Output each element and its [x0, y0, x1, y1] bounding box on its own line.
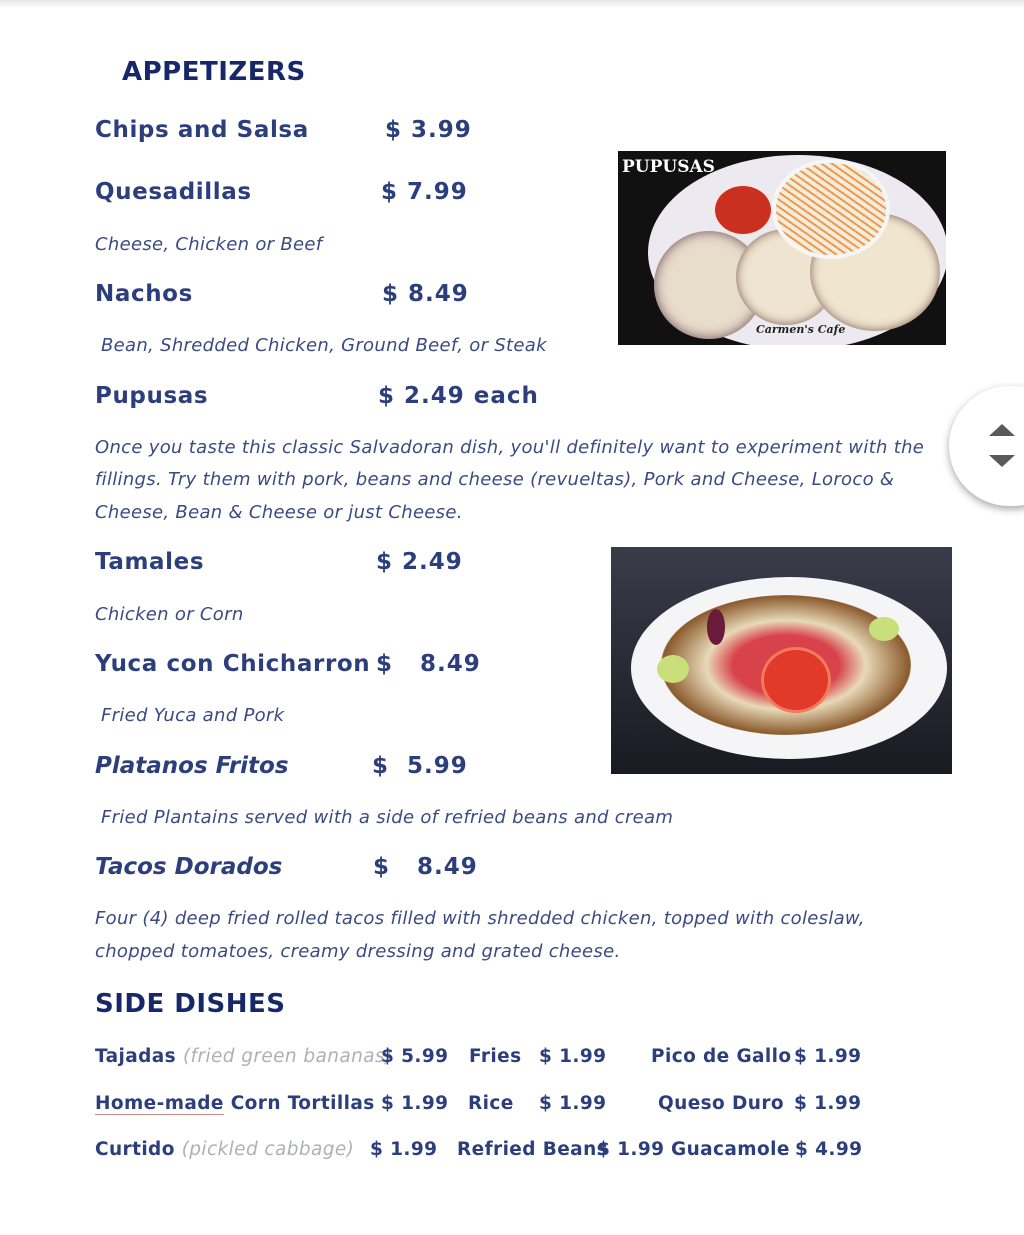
- item-description-line: Once you taste this classic Salvadoran dish, you'll definitely want to experiment with the: [95, 437, 925, 458]
- item-name: Tacos Dorados: [95, 854, 283, 880]
- side-dish-name: Refried Beans: [457, 1139, 609, 1160]
- side-dish-name: Rice: [468, 1093, 514, 1114]
- item-price: $ 3.99: [385, 117, 472, 143]
- side-dishes-heading: SIDE DISHES: [95, 989, 286, 1019]
- side-dish-label: Corn Tortillas: [230, 1093, 375, 1114]
- item-description: Chicken or Corn: [95, 604, 244, 625]
- side-dish-name: Fries: [469, 1046, 522, 1067]
- item-name: Quesadillas: [95, 179, 252, 205]
- appetizers-heading: APPETIZERS: [122, 57, 306, 87]
- side-dish-price: $ 1.99: [370, 1139, 438, 1160]
- side-dish-label: Tajadas: [95, 1046, 177, 1067]
- top-shadow: [0, 0, 1024, 8]
- side-dish-price: $ 1.99: [381, 1093, 449, 1114]
- item-description: Cheese, Chicken or Beef: [95, 234, 323, 255]
- side-dish-name: [95, 1093, 375, 1114]
- item-name: Nachos: [95, 281, 193, 307]
- scroll-down-icon[interactable]: [989, 455, 1015, 467]
- item-description: Fried Plantains served with a side of refried beans and cream: [101, 807, 674, 828]
- pupusas-photo: [618, 151, 946, 345]
- side-dish-price: $ 1.99: [539, 1093, 607, 1114]
- side-dish-name: Queso Duro: [658, 1093, 784, 1114]
- item-price: $ 8.49: [376, 651, 481, 677]
- item-description: Bean, Shredded Chicken, Ground Beef, or Steak: [101, 335, 547, 356]
- item-price: $ 7.99: [381, 179, 468, 205]
- side-dish-price: $ 1.99: [794, 1046, 862, 1067]
- side-dish-name: [95, 1139, 354, 1160]
- side-dish-note: (pickled cabbage): [181, 1139, 355, 1160]
- item-description-line: Cheese, Bean & Cheese or just Cheese.: [95, 502, 463, 523]
- item-price: $ 2.49 each: [378, 383, 539, 409]
- item-price: $ 5.99: [372, 753, 468, 779]
- item-price: $ 8.49: [382, 281, 469, 307]
- item-name: Platanos Fritos: [95, 753, 289, 779]
- side-dish-label-underlined: Home-made: [95, 1093, 224, 1114]
- item-description-line: fillings. Try them with pork, beans and cheese (revueltas), Pork and Cheese, Loroco &: [95, 469, 895, 490]
- item-description: Fried Yuca and Pork: [101, 705, 285, 726]
- item-name: Tamales: [95, 549, 205, 575]
- item-name: Pupusas: [95, 383, 209, 409]
- side-dish-name: Guacamole: [671, 1139, 790, 1160]
- side-dish-note: (fried green bananas): [182, 1046, 393, 1067]
- side-dish-name: Pico de Gallo: [651, 1046, 792, 1067]
- item-description-line: chopped tomatoes, creamy dressing and grated cheese.: [95, 941, 621, 962]
- side-dish-name: [95, 1046, 393, 1067]
- item-name: Yuca con Chicharron: [95, 651, 371, 677]
- side-dish-price: $ 4.99: [795, 1139, 863, 1160]
- side-dish-price: $ 5.99: [381, 1046, 449, 1067]
- item-description-line: Four (4) deep fried rolled tacos filled with shredded chicken, topped with coleslaw,: [95, 908, 865, 929]
- item-name: Chips and Salsa: [95, 117, 309, 143]
- side-dish-price: $ 1.99: [597, 1139, 665, 1160]
- item-price: $ 2.49: [376, 549, 463, 575]
- photo-watermark: Carmen's Cafe: [756, 323, 846, 336]
- scroll-up-icon[interactable]: [989, 424, 1015, 436]
- item-price: $ 8.49: [373, 854, 478, 880]
- side-dish-price: $ 1.99: [794, 1093, 862, 1114]
- photo-caption: PUPUSAS: [622, 157, 715, 177]
- scroll-control[interactable]: [949, 386, 1024, 506]
- yuca-con-chicharron-photo: [611, 547, 952, 774]
- side-dish-price: $ 1.99: [539, 1046, 607, 1067]
- side-dish-label: Curtido: [95, 1139, 175, 1160]
